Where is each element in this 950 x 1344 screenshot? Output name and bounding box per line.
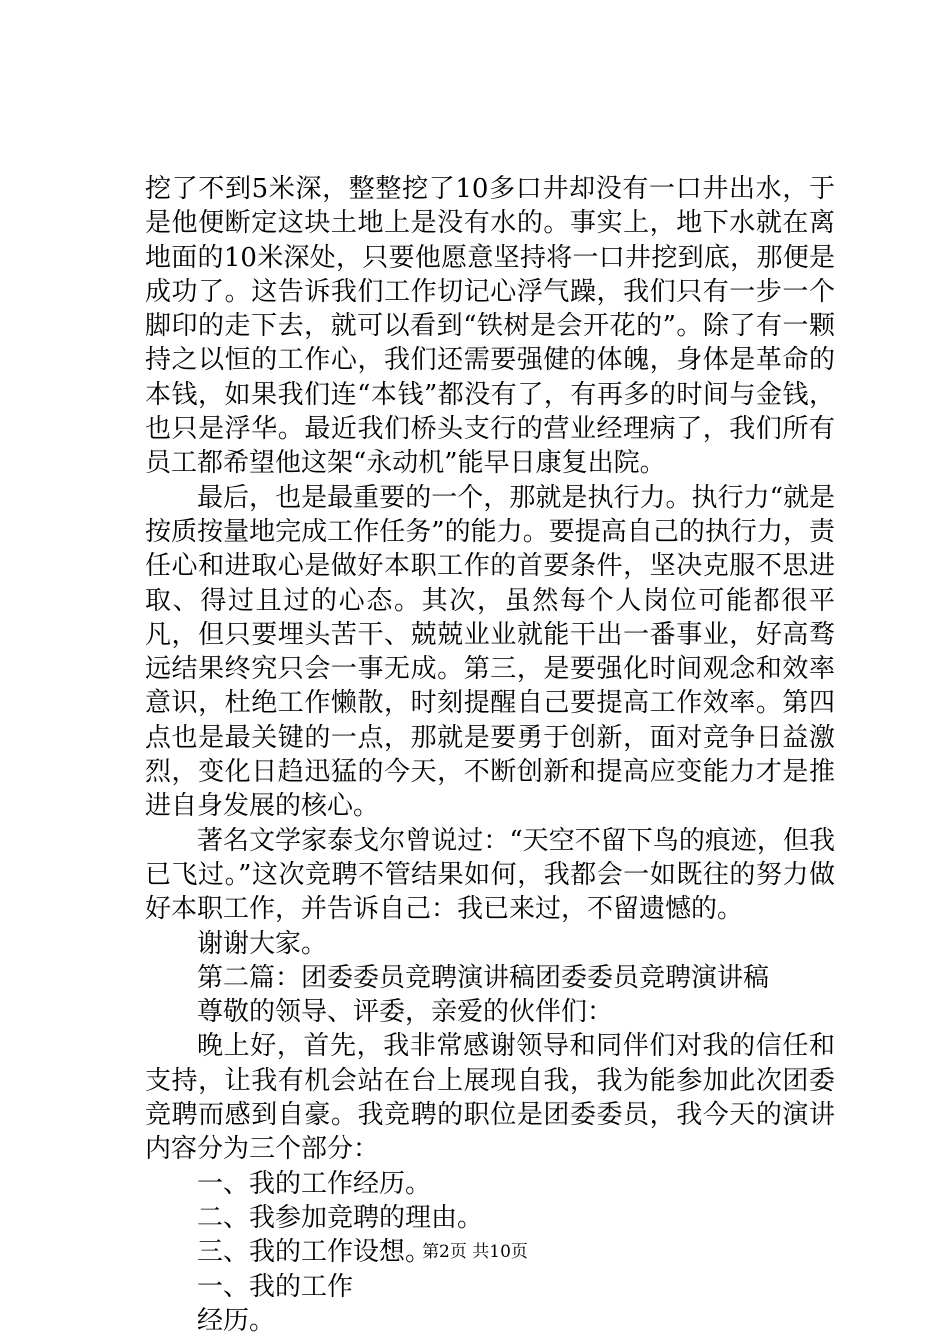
page-footer: 第2页 共10页 xyxy=(422,1242,528,1262)
section-heading-work: 一、我的工作 xyxy=(197,1271,354,1302)
paragraph-execution: 最后，也是最重要的一个，那就是执行力。执行力“就是按质按量地完成工作任务”的能力。要提高自己的执行力，责任心和进取心是做好本职工作的首要条件，坚决克服不思进取、得过且过的心态。其次，虽然每个人岗位可能都很平凡，但只要埋头苦干、兢兢业业就能干出一番事业，好高骛远结果终究只会一事无成。第三，是要强化时间观念和效率意识，杜绝工作懒散，时刻提醒自己要提高工作效率。第四点也是最关键的一点，那就是要勇于创新，面对竞争日益激烈，变化日趋迅猛的今天，不断创新和提高应变能力才是推进自身发展的核心。 xyxy=(145,482,835,822)
list-item-reasons: 二、我参加竞聘的理由。 xyxy=(197,1202,484,1233)
paragraph-thanks: 谢谢大家。 xyxy=(197,928,328,959)
document-body xyxy=(145,172,835,1338)
paragraph-tagore-quote: 著名文学家泰戈尔曾说过：“天空不留下鸟的痕迹，但我已飞过。”这次竞聘不管结果如何，我都会一如既往的努力做好本职工作，并告诉自己：我已来过，不留遗憾的。 xyxy=(145,825,835,925)
list-item-work-plan: 三、我的工作设想。 xyxy=(197,1237,432,1268)
paragraph-opening: 晚上好，首先，我非常感谢领导和同伴们对我的信任和支持，让我有机会站在台上展现自我，我为能参加此次团委竞聘而感到自豪。我竞聘的职位是团委委员，我今天的演讲内容分为三个部分： xyxy=(145,1031,835,1165)
list-item-work-history: 一、我的工作经历。 xyxy=(197,1168,432,1199)
paragraph-well-story: 挖了不到5米深，整整挖了10多口井却没有一口井出水，于是他便断定这块土地上是没有水的。事实上，地下水就在离地面的10米深处，只要他愿意坚持将一口井挖到底，那便是成功了。这告诉我们工作切记心浮气躁，我们只有一步一个脚印的走下去，就可以看到“铁树是会开花的”。除了有一颗持之以恒的工作心，我们还需要强健的体魄，身体是革命的本钱，如果我们连“本钱”都没有了，有再多的时间与金钱，也只是浮华。最近我们桥头支行的营业经理病了，我们所有员工都希望他这架“永动机”能早日康复出院。 xyxy=(145,174,835,479)
paragraph-salutation: 尊敬的领导、评委，亲爱的伙伴们： xyxy=(197,997,614,1028)
section-heading-history: 经历。 xyxy=(197,1305,276,1336)
section-heading-part-two: 第二篇：团委委员竞聘演讲稿团委委员竞聘演讲稿 xyxy=(197,962,770,993)
